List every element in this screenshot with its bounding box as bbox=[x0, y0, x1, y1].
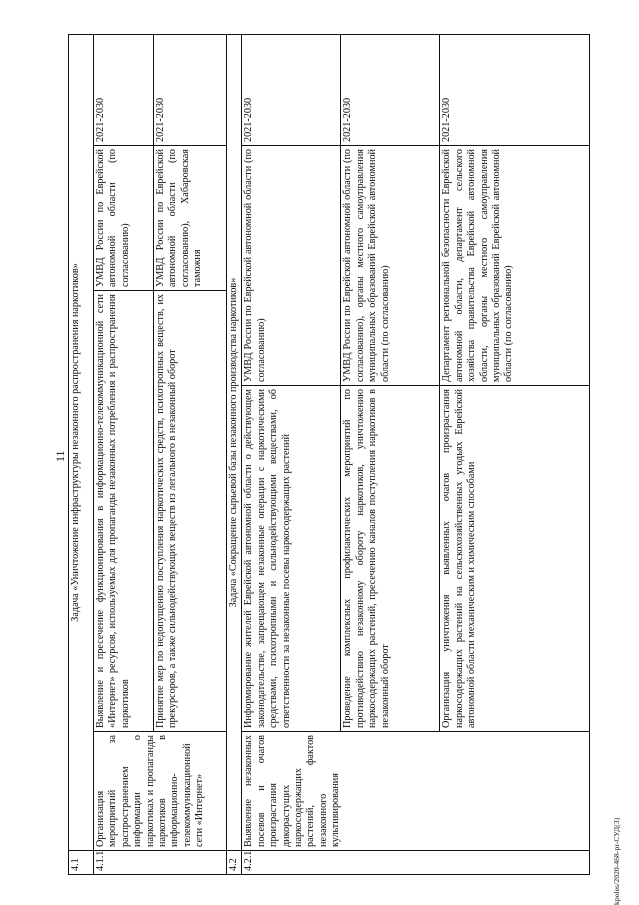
document-reference: kpoles/2020-468-pr-СУД(3) bbox=[612, 817, 621, 905]
task-row-4-2 bbox=[227, 35, 242, 875]
term-cell: 2021-2030 bbox=[242, 35, 341, 146]
term-cell: 2021-2030 bbox=[94, 35, 154, 146]
action-cell: Принятие мер по недопущению поступления наркотических средств, психотропных веществ, их прекурсоров, а также сильнодействующих веществ из легального в незаконный оборот bbox=[154, 291, 227, 732]
measures-table bbox=[68, 34, 590, 875]
task-row-4-1 bbox=[69, 35, 94, 875]
executor-cell: УМВД России по Еврейской автономной области (по согласованию), органы местного самоуправления муниципальных образований Еврейской автономной области (по согласованию) bbox=[341, 146, 440, 386]
term-cell: 2021-2030 bbox=[440, 35, 590, 146]
term-cell: 2021-2030 bbox=[154, 35, 227, 146]
task-number: 4.2 bbox=[227, 851, 242, 875]
item-number: 4.2.1 bbox=[242, 851, 590, 875]
action-cell: Организация уничтожения выявленных очагов произрастания наркосодержащих растений на сельскохозяйственных угодьях Еврейской автономной области механическим и химическим способами bbox=[440, 386, 590, 732]
goal-cell: Выявление незаконных посевов и очагов произрастания дикорастущих наркосодержащих растений, фактов незаконного культивирования bbox=[242, 732, 590, 851]
executor-cell: УМВД России по Еврейской автономной области (по согласованию) bbox=[242, 146, 341, 386]
item-number: 4.1.1 bbox=[94, 851, 227, 875]
goal-cell: Организация мероприятий за распространением информации о наркотиках и пропаганды наркотиков в информационно-телекоммуникационной сети «Интернет» bbox=[94, 732, 227, 851]
executor-cell: Департамент региональной безопасности Еврейской автономной области, департамент сельского хозяйства правительства Еврейской автономной области, органы местного самоуправления муниципальных образований Еврейской автономной области (по согласованию) bbox=[440, 146, 590, 386]
action-cell: Проведение комплексных профилактических мероприятий по противодействию незаконному обороту наркотиков, уничтожению наркосодержащих растений, пресечению каналов поступления наркотиков в незаконный оборот bbox=[341, 386, 440, 732]
task-title: Задача «Уничтожение инфраструктуры незаконного распространения наркотиков» bbox=[69, 35, 94, 851]
page-number: 11 bbox=[53, 450, 67, 462]
task-number: 4.1 bbox=[69, 851, 94, 875]
action-cell: Выявление и пресечение функционирования в информационно-телекоммуникационной сети «Интернет» ресурсов, используемых для пропаганды незаконных потребления и распространения наркотиков bbox=[94, 291, 154, 732]
executor-cell: УМВД России по Еврейской автономной области (по согласованию), Хабаровская таможня bbox=[154, 146, 227, 291]
table-row bbox=[94, 35, 154, 875]
table-row bbox=[242, 35, 341, 875]
action-cell: Информирование жителей Еврейской автономной области о действующем законодательстве, запрещающем незаконные операции с наркотическими средствами, психотропными и сильнодействующими веществами, об ответственности за незаконные посевы наркосодержащих растений bbox=[242, 386, 341, 732]
task-title: Задача «Сокращение сырьевой базы незаконного производства наркотиков» bbox=[227, 35, 242, 851]
executor-cell: УМВД России по Еврейской автономной области (по согласованию) bbox=[94, 146, 154, 291]
term-cell: 2021-2030 bbox=[341, 35, 440, 146]
